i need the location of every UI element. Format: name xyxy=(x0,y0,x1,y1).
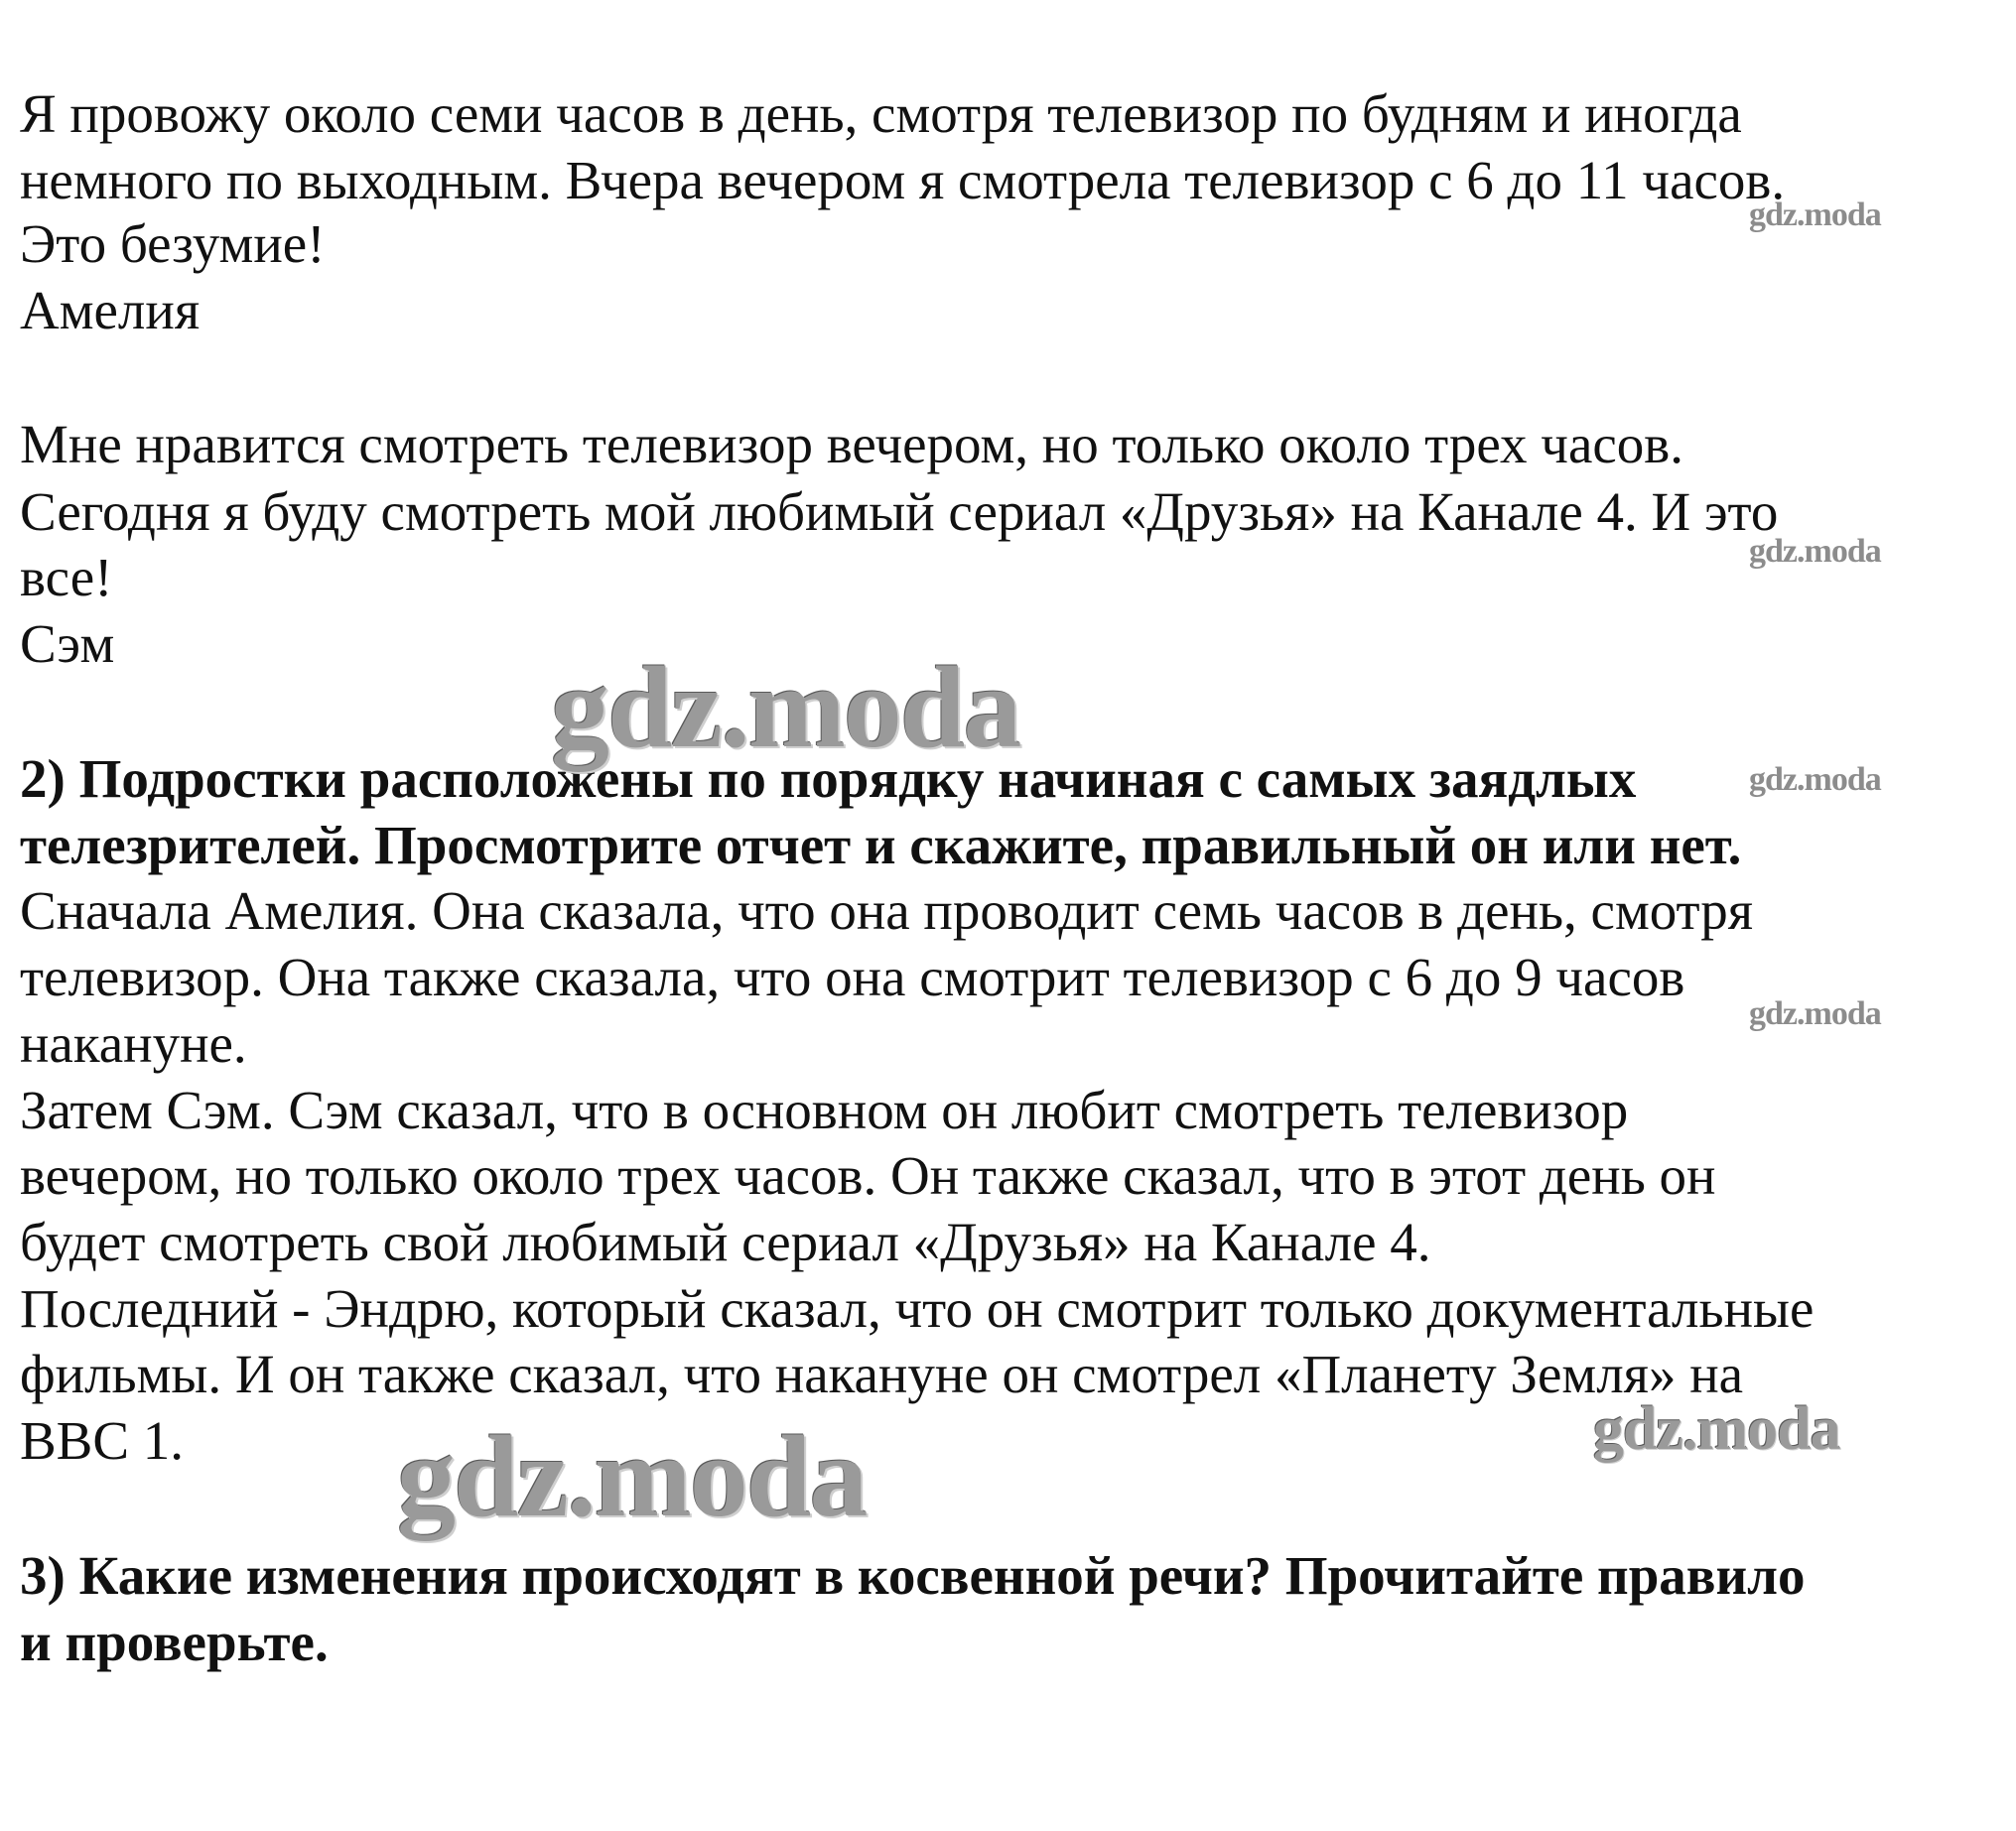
watermark-logo: gdz.moda xyxy=(1593,1395,1840,1463)
text-line: Мне нравится смотреть телевизор вечером, но только около трех часов. xyxy=(20,414,1683,474)
watermark-logo: gdz.moda xyxy=(551,642,1020,772)
signature-amelia: Амелия xyxy=(20,280,201,340)
signature-sam: Сэм xyxy=(20,613,115,674)
watermark-logo: gdz.moda xyxy=(1749,995,1881,1032)
task-2-heading-line: 2) Подростки расположены по порядку начиная с самых заядлых xyxy=(20,748,1637,809)
watermark-logo: gdz.moda xyxy=(1749,196,1881,233)
text-line: Сегодня я буду смотреть мой любимый сериал «Друзья» на Канале 4. И это xyxy=(20,481,1779,542)
text-line: Сначала Амелия. Она сказала, что она проводит семь часов в день, смотря xyxy=(20,880,1754,941)
text-line: Это безумие! xyxy=(20,213,326,274)
text-line: Я провожу около семи часов в день, смотря телевизор по будням и иногда xyxy=(20,83,1742,144)
watermark-logo: gdz.moda xyxy=(1749,761,1881,798)
text-line: будет смотреть свой любимый сериал «Друзья» на Канале 4. xyxy=(20,1212,1431,1272)
watermark-logo: gdz.moda xyxy=(397,1411,867,1541)
text-line: Затем Сэм. Сэм сказал, что в основном он любит смотреть телевизор xyxy=(20,1080,1629,1140)
task-3-heading-line: 3) Какие изменения происходят в косвенной речи? Прочитайте правило xyxy=(20,1545,1806,1606)
text-line: BBC 1. xyxy=(20,1410,185,1471)
task-2-heading-line: телезрителей. Просмотрите отчет и скажите, правильный он или нет. xyxy=(20,815,1742,875)
text-line: накануне. xyxy=(20,1013,247,1074)
text-line: вечером, но только около трех часов. Он также сказал, что в этот день он xyxy=(20,1145,1716,1206)
text-line: телевизор. Она также сказала, что она смотрит телевизор с 6 до 9 часов xyxy=(20,947,1685,1007)
text-line: Последний - Эндрю, который сказал, что он смотрит только документальные xyxy=(20,1278,1814,1339)
task-3-heading-line: и проверьте. xyxy=(20,1612,329,1672)
text-line: немного по выходным. Вчера вечером я смотрела телевизор с 6 до 11 часов. xyxy=(20,150,1786,210)
watermark-logo: gdz.moda xyxy=(1749,533,1881,570)
text-line: фильмы. И он также сказал, что накануне он смотрел «Планету Земля» на xyxy=(20,1344,1744,1404)
text-line: все! xyxy=(20,547,113,607)
